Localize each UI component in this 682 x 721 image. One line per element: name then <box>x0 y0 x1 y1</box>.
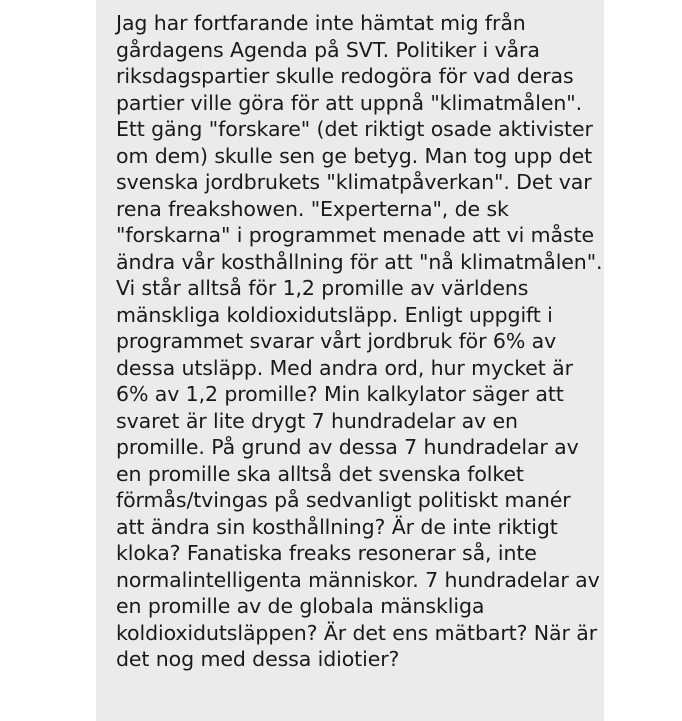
comment-line: promille. På grund av dessa 7 hundradelar av <box>116 435 579 459</box>
comment-line: en promille av de globala mänskliga <box>116 594 485 618</box>
comment-line: gårdagens Agenda på SVT. Politiker i våra <box>116 37 540 62</box>
comment-line: en promille ska alltså det svenska folket <box>116 461 524 486</box>
comment-line: kloka? Fanatiska freaks resonerar så, inte <box>116 541 537 565</box>
comment-line: partier ville göra för att uppnå "klimatmålen". <box>116 90 582 115</box>
comment-box <box>96 0 604 721</box>
comment-line: svenska jordbrukets "klimatpåverkan". Det var <box>116 170 592 194</box>
comment-line: förmås/tvingas på sedvanligt politiskt manér <box>116 488 571 512</box>
comment-line: Vi står alltså för 1,2 promille av världens <box>116 276 529 300</box>
comment-line: dessa utsläpp. Med andra ord, hur mycket är <box>116 355 573 380</box>
comment-line: det nog med dessa idiotier? <box>116 647 400 671</box>
comment-line: rena freakshowen. "Experterna", de sk <box>116 196 509 221</box>
comment-line: 6% av 1,2 promille? Min kalkylator säger att <box>116 382 564 406</box>
comment-line: att ändra sin kosthållning? Är de inte riktigt <box>116 514 558 539</box>
comment-line: Jag har fortfarande inte hämtat mig från <box>116 11 526 35</box>
comment-line: Ett gäng "forskare" (det riktigt osade aktivister <box>116 117 593 141</box>
comment-line: mänskliga koldioxidutsläpp. Enligt uppgift i <box>116 302 553 327</box>
comment-line: normalintelligenta människor. 7 hundradelar av <box>116 567 600 592</box>
comment-line: om dem) skulle sen ge betyg. Man tog upp det <box>116 143 593 168</box>
comment-line: svaret är lite drygt 7 hundradelar av en <box>116 408 518 433</box>
comment-line: programmet svarar vårt jordbruk för 6% av <box>116 329 557 353</box>
comment-line: riksdagspartier skulle redogöra för vad deras <box>116 64 574 88</box>
comment-line: "forskarna" i programmet menade att vi måste <box>116 223 595 247</box>
comment-text <box>116 10 602 673</box>
comment-line: koldioxidutsläppen? Är det ens mätbart? När är <box>116 620 598 645</box>
comment-line: ändra vår kosthållning för att "nå klimatmålen". <box>116 249 603 274</box>
